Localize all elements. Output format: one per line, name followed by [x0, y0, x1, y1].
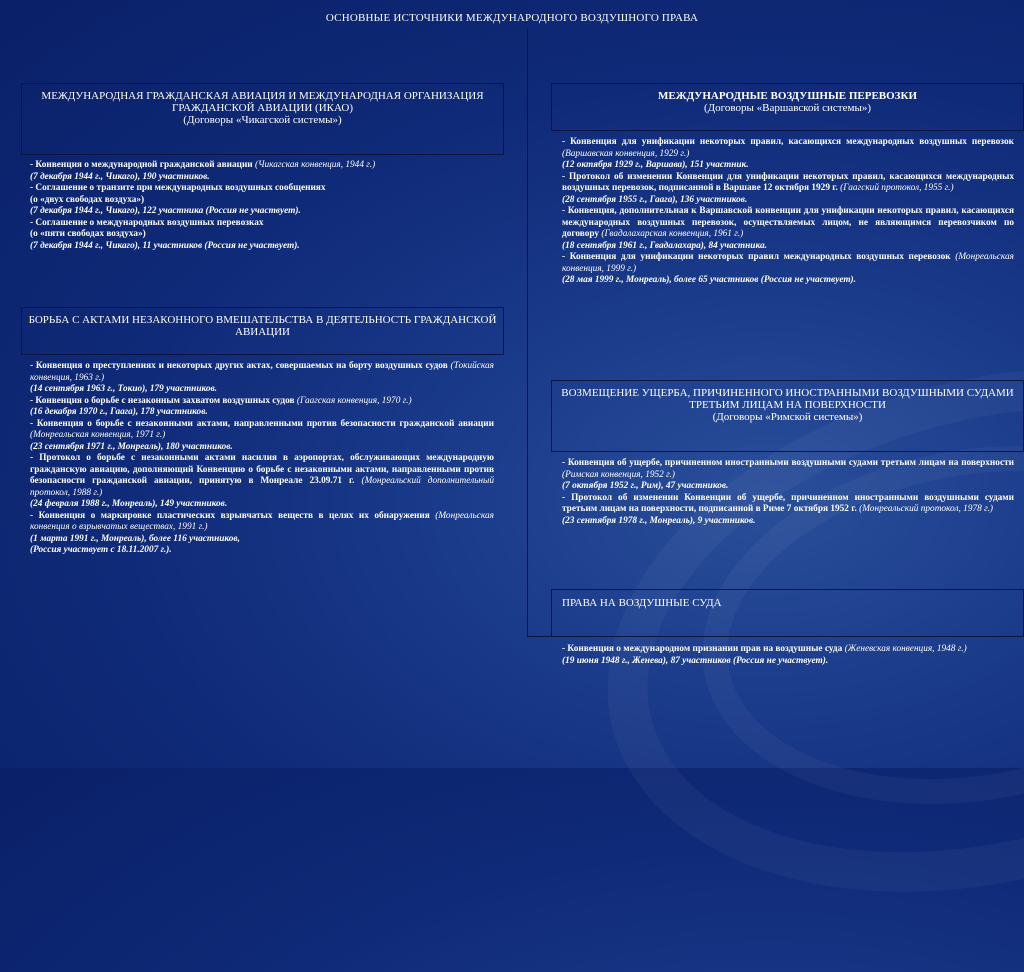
treaty-short-name: (Гаагская конвенция, 1970 г.) [296, 395, 412, 406]
treaty-details: (16 декабря 1970 г., Гаага), 178 участников. [30, 407, 208, 417]
rights-list [562, 644, 1014, 667]
treaty-item [30, 183, 500, 195]
damage-box [551, 380, 1024, 452]
treaty-short-name: (Чикагская конвенция, 1944 г.) [255, 160, 376, 170]
carriage-header: МЕЖДУНАРОДНЫЕ ВОЗДУШНЫЕ ПЕРЕВОЗКИ [657, 90, 918, 102]
treaty-details: (1 марта 1991 г., Монреаль), более 116 участников, [30, 533, 240, 544]
rights-header: ПРАВА НА ВОЗДУШНЫЕ СУДА [562, 597, 722, 609]
icao-subheader: (Договоры «Чикагской системы») [183, 114, 342, 126]
security-header: БОРЬБА С АКТАМИ НЕЗАКОННОГО ВМЕШАТЕЛЬСТВА В ДЕЯТЕЛЬНОСТЬ ГРАЖДАНСКОЙ АВИАЦИИ [28, 314, 497, 338]
treaty-item [30, 511, 494, 546]
treaty-item [562, 172, 1014, 207]
page-title: ОСНОВНЫЕ ИСТОЧНИКИ МЕЖДУНАРОДНОГО ВОЗДУШНОГО ПРАВА [325, 12, 699, 24]
treaty-details: (7 декабря 1944 г., Чикаго), 122 участника (Россия не участвует). [30, 206, 301, 216]
treaty-item [562, 644, 1014, 667]
treaty-item [562, 493, 1014, 528]
treaty-details: (24 февраля 1988 г., Монреаль), 149 участников. [30, 499, 228, 509]
treaty-item [30, 195, 500, 218]
treaty-name: (о «пяти свободах воздуха») [30, 229, 146, 239]
treaty-name: - Конвенция о борьбе с незаконными актами, направленными против безопасности гражданской авиации [30, 418, 494, 429]
treaty-short-name: (Монреальский протокол, 1978 г.) [859, 504, 994, 514]
treaty-name: - Протокол об изменении Конвенции об ущербе, причиненном иностранными воздушными судами третьим лицам на поверхности, подписанной в Риме 7 октября 1952 г. [562, 492, 1014, 514]
treaty-item [562, 458, 1014, 493]
treaty-item [30, 545, 494, 557]
treaty-name: - Конвенция, дополнительная к Варшавской конвенции для унификации некоторых правил, касающихся международных воздушных перевозок, осуществляемых лицом, не являющимся перевозчиком по договору [562, 206, 1014, 239]
damage-header: ВОЗМЕЩЕНИЕ УЩЕРБА, ПРИЧИНЕННОГО ИНОСТРАННЫМИ ВОЗДУШНЫМИ СУДАМИ ТРЕТЬИМ ЛИЦАМ НА ПОВЕРХНОСТИ [561, 387, 1014, 411]
icao-box [21, 83, 504, 155]
treaty-short-name: (Римская конвенция, 1952 г.) [562, 469, 676, 480]
treaty-name: - Конвенция о маркировке пластических взрывчатых веществ в целях их обнаружения [30, 510, 436, 521]
treaty-details: (28 мая 1999 г., Монреаль), более 65 участников (Россия не участвует). [562, 275, 856, 285]
damage-subheader: (Договоры «Римской системы») [712, 411, 863, 423]
treaty-name: - Конвенция для унификации некоторых правил, касающихся международных воздушных перевозок [562, 137, 1014, 147]
treaty-details: (7 декабря 1944 г., Чикаго), 190 участников. [30, 171, 210, 182]
treaty-name: - Конвенция об ущербе, причиненном иностранными воздушными судами третьим лицам на поверхности [562, 458, 1014, 468]
treaty-details: (23 сентября 1971 г., Монреаль), 180 участников. [30, 441, 233, 452]
treaty-short-name: (Монреальская конвенция о взрывчатых веществах, 1991 г.) [30, 510, 494, 532]
treaty-item [30, 453, 494, 511]
treaty-item [30, 218, 500, 230]
treaty-short-name: (Токийская конвенция, 1963 г.) [30, 361, 494, 383]
security-box [21, 307, 504, 355]
treaty-details: (14 сентября 1963 г., Токио), 179 участников. [30, 384, 217, 394]
treaty-short-name: (Гвадалахарская конвенция, 1961 г.) [601, 229, 744, 239]
treaty-item [30, 396, 494, 419]
treaty-name: - Конвенция о международном признании прав на воздушные суда [562, 644, 845, 654]
treaty-name: - Конвенция для унификации некоторых правил международных воздушных перевозок [562, 252, 956, 262]
treaty-item [562, 137, 1014, 172]
carriage-list [562, 137, 1014, 287]
treaty-short-name: (Варшавская конвенция, 1929 г.) [562, 148, 690, 159]
treaty-name: - Протокол о борьбе с незаконными актами насилия в аэропортах, обслуживающих международную гражданскую авиацию, дополняющий Конвенцию о борьбе с незаконными актами, направленными против безопасности гражданской авиации, принятую в Монреале 23.09.71 г. [30, 453, 494, 486]
treaty-details: (19 июня 1948 г., Женева), 87 участников (Россия не участвует). [562, 655, 829, 666]
treaty-item [30, 229, 500, 252]
treaty-details: (23 сентября 1978 г., Монреаль), 9 участников. [562, 515, 756, 526]
treaty-item [30, 419, 494, 454]
treaty-short-name: (Гаагский протокол, 1955 г.) [840, 183, 954, 193]
treaty-name: - Соглашение о транзите при международных воздушных сообщениях [30, 183, 326, 193]
treaty-name: - Конвенция о преступлениях и некоторых других актах, совершаемых на борту воздушных судов [30, 361, 451, 371]
treaty-details: (12 октября 1929 г., Варшава), 151 участник. [562, 160, 749, 170]
treaty-item [30, 160, 500, 183]
treaty-details: (28 сентября 1955 г., Гаага), 136 участников. [562, 194, 748, 205]
treaty-short-name: (Монреальская конвенция, 1971 г.) [30, 430, 166, 440]
connector-vertical [527, 28, 528, 636]
icao-list [30, 160, 500, 252]
treaty-name: - Конвенция о международной гражданской авиации [30, 160, 255, 170]
treaty-item [30, 361, 494, 396]
security-list [30, 361, 494, 557]
treaty-item [562, 206, 1014, 252]
treaty-details: (7 декабря 1944 г., Чикаго), 11 участников (Россия не участвует). [30, 240, 300, 251]
treaty-short-name: (Монреальский дополнительный протокол, 1988 г.) [30, 476, 494, 498]
treaty-name: (о «двух свободах воздуха») [30, 194, 145, 205]
treaty-short-name: (Монреальская конвенция, 1999 г.) [562, 252, 1014, 274]
treaty-name: - Соглашение о международных воздушных перевозках [30, 217, 264, 228]
icao-header: МЕЖДУНАРОДНАЯ ГРАЖДАНСКАЯ АВИАЦИЯ И МЕЖДУНАРОДНАЯ ОРГАНИЗАЦИЯ ГРАЖДАНСКОЙ АВИАЦИИ (ИКАО) [41, 90, 484, 114]
treaty-short-name: (Женевская конвенция, 1948 г.) [844, 644, 967, 654]
carriage-subheader: (Договоры «Варшавской системы») [703, 102, 872, 114]
damage-list [562, 458, 1014, 527]
treaty-item [562, 252, 1014, 287]
treaty-details: (18 сентября 1961 г., Гвадалахара), 84 участника. [562, 240, 767, 251]
treaty-details: (Россия участвует с 18.11.2007 г.). [30, 545, 172, 555]
carriage-box [551, 83, 1024, 131]
treaty-details: (7 октября 1952 г., Рим), 47 участников. [562, 481, 729, 491]
treaty-name: - Протокол об изменении Конвенции для унификации некоторых правил, касающихся международных воздушных перевозок, подписанной в Варшаве 12 октября 1929 г. [562, 171, 1014, 193]
treaty-name: - Конвенция о борьбе с незаконным захватом воздушных судов [30, 395, 297, 406]
rights-box [551, 589, 1024, 637]
